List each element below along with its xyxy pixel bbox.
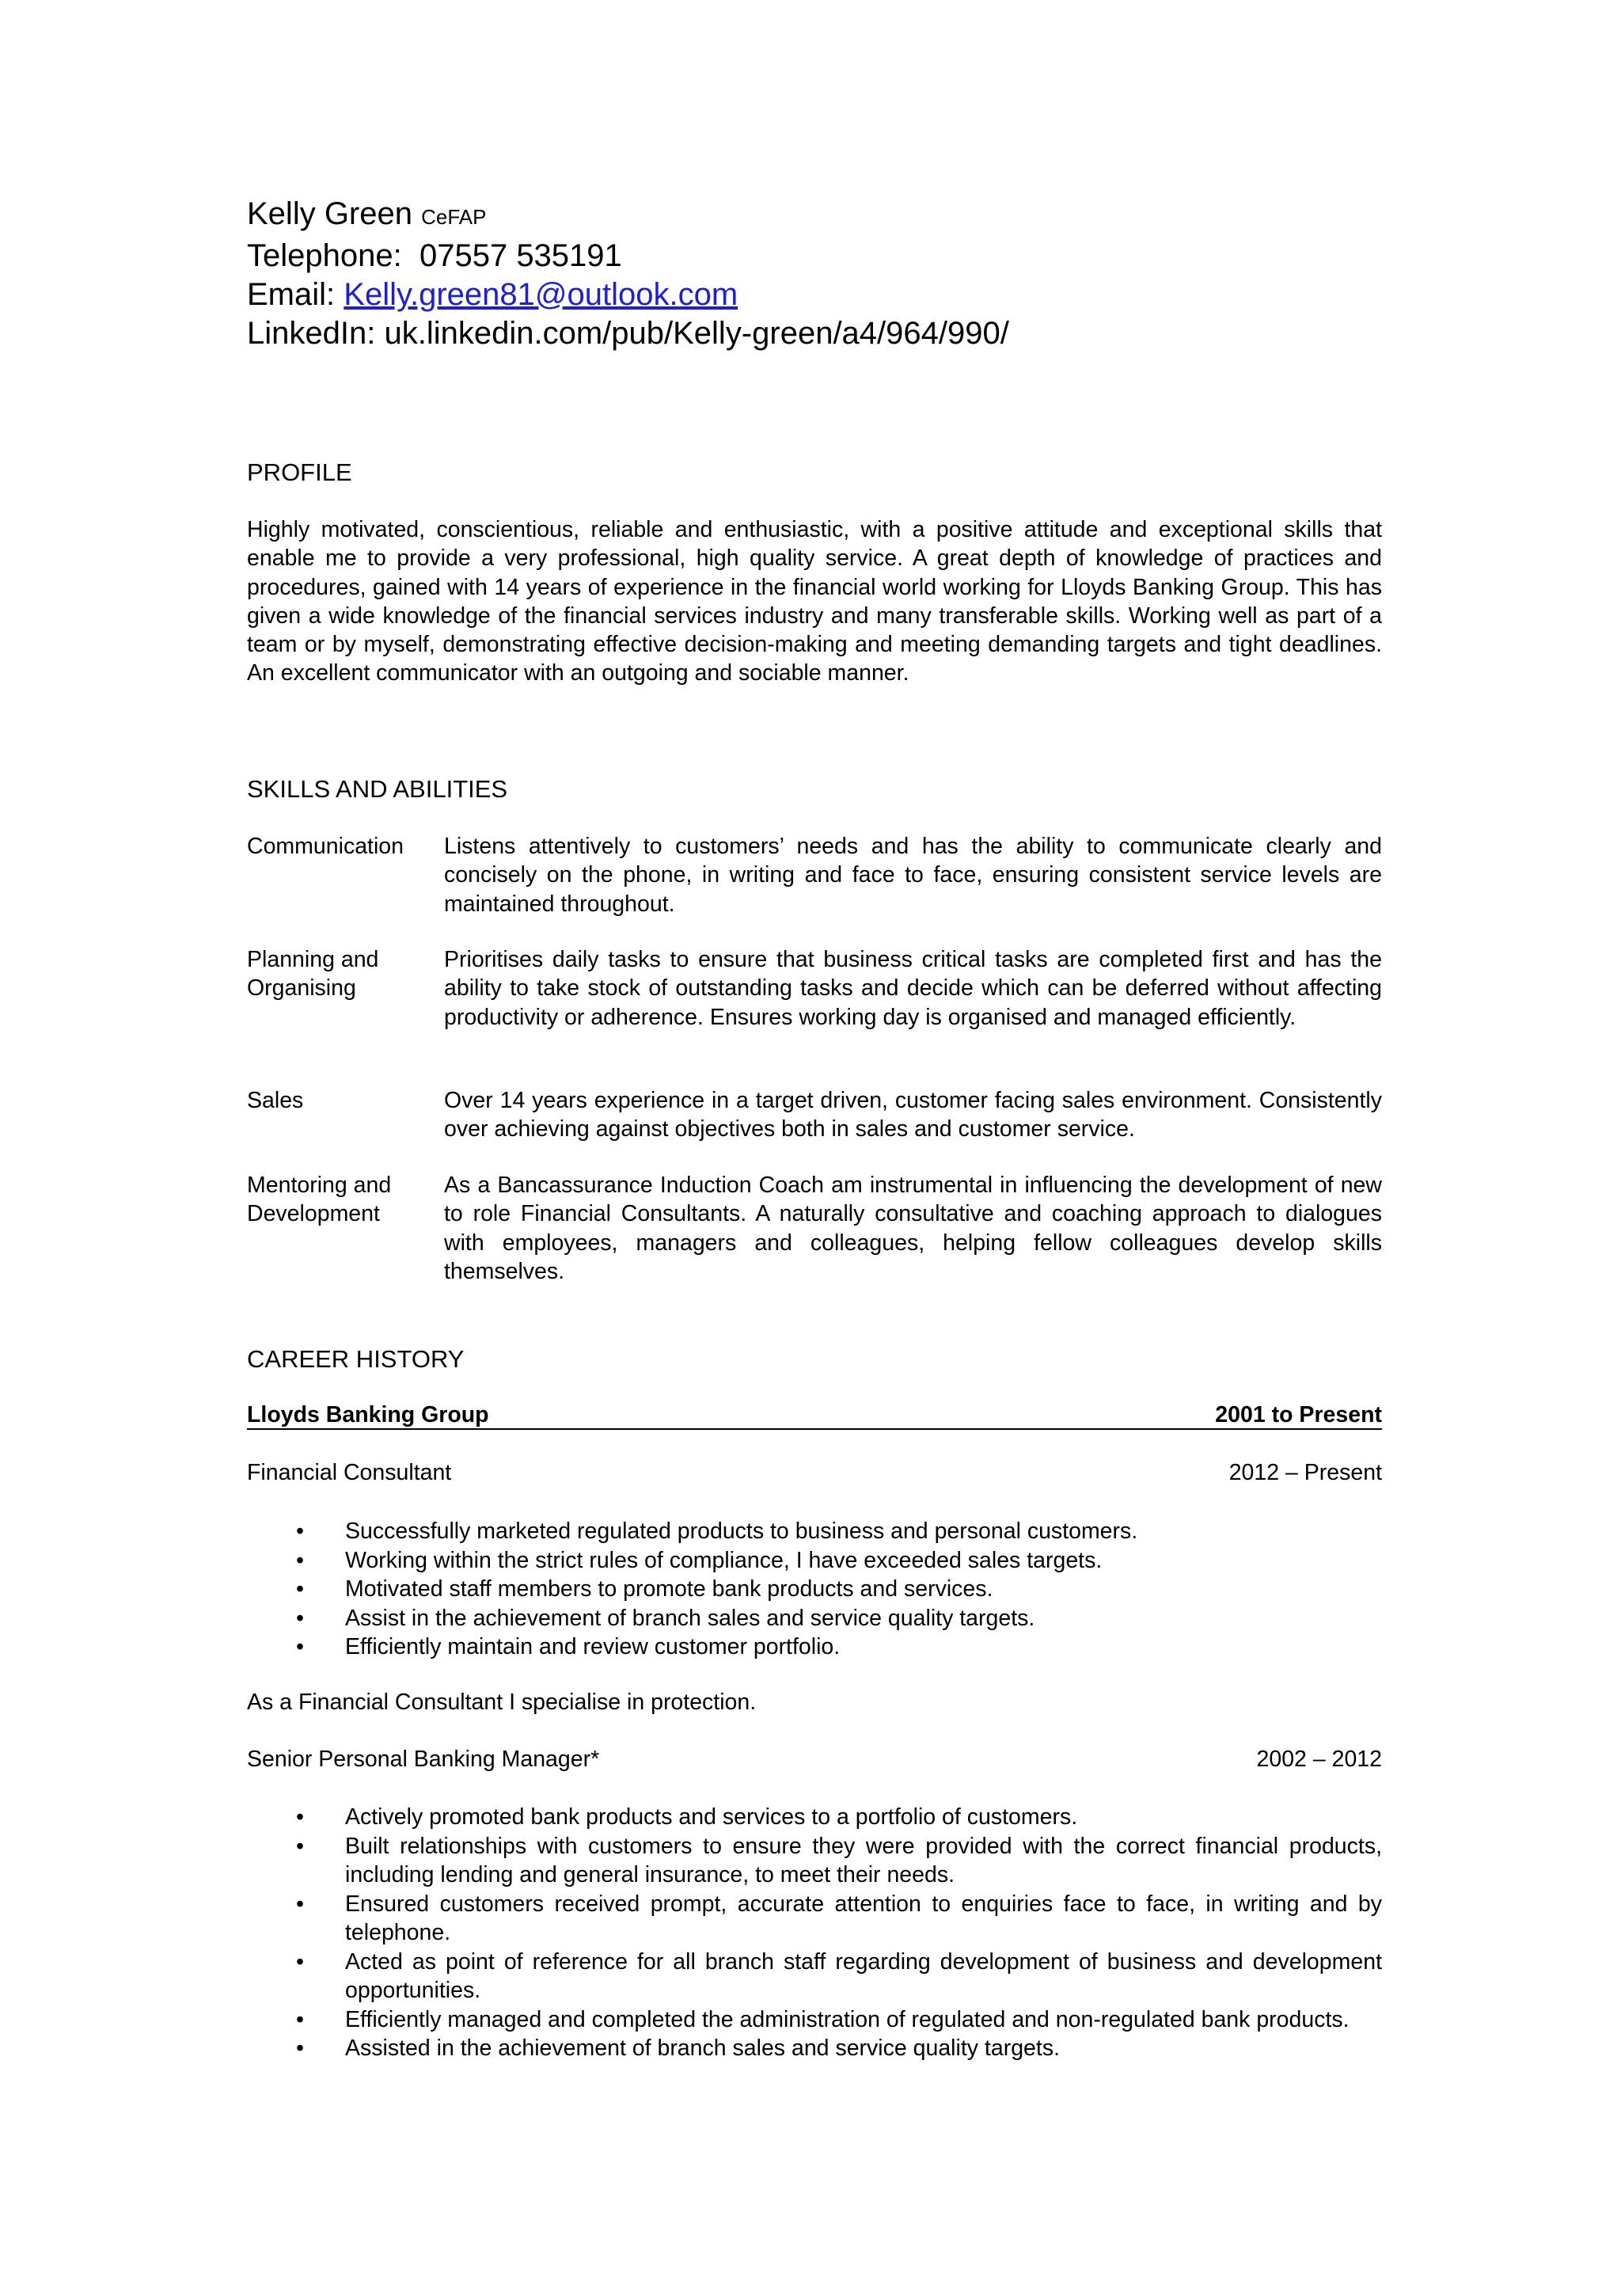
- role-dates: 2012 – Present: [1228, 1460, 1382, 1485]
- skill-label-planning: Planning and Organising: [247, 947, 379, 1002]
- list-item: • Efficiently managed and completed the administration of regulated and non-regulated bank products.: [247, 2005, 1382, 2035]
- candidate-name: Kelly Green: [247, 196, 412, 231]
- bullet-icon: •: [296, 1804, 304, 1830]
- bullet-icon: •: [296, 1891, 304, 1917]
- skill-text-sales: Over 14 years experience in a target driven, customer facing sales environment. Consistently over achieving against objectives both in sales and customer service.: [444, 1088, 1382, 1142]
- bullet-icon: •: [296, 2006, 304, 2032]
- role-row: [247, 1745, 1382, 1773]
- contact-header: [247, 195, 1009, 353]
- skill-label-mentoring: Mentoring and Development: [247, 1173, 392, 1227]
- list-item: • Assisted in the achievement of branch sales and service quality targets.: [247, 2034, 1382, 2063]
- bullet-icon: •: [296, 1576, 304, 1602]
- role-row: [247, 1458, 1382, 1487]
- bullet-icon: •: [296, 1833, 304, 1859]
- role-dates: 2002 – 2012: [1256, 1747, 1382, 1772]
- career-heading: CAREER HISTORY: [247, 1345, 465, 1373]
- list-item: • Actively promoted bank products and services to a portfolio of customers.: [247, 1803, 1382, 1832]
- list-item: • Working within the strict rules of compliance, I have exceeded sales targets.: [247, 1546, 1382, 1576]
- employer-dates: 2001 to Present: [1215, 1402, 1382, 1427]
- role-bullets: [247, 1517, 1382, 1662]
- linkedin-line: [247, 314, 1009, 353]
- role-title: Senior Personal Banking Manager*: [247, 1747, 600, 1772]
- email-label: Email:: [247, 277, 336, 312]
- bullet-icon: •: [296, 1547, 304, 1573]
- telephone-value: 07557 535191: [419, 238, 622, 273]
- role-bullets: [247, 1803, 1382, 2063]
- profile-heading: PROFILE: [247, 458, 352, 486]
- skills-heading: SKILLS AND ABILITIES: [247, 775, 508, 803]
- skill-label-sales: Sales: [247, 1088, 304, 1113]
- bullet-icon: •: [296, 1605, 304, 1631]
- bullet-icon: •: [296, 2036, 304, 2061]
- skill-text-planning: Prioritises daily tasks to ensure that business critical tasks are completed first and has the ability to take stock of outstanding tasks and decide which can be deferred without affecting productivity or adherence. Ensures working day is organised and managed efficiently.: [444, 947, 1382, 1030]
- bullet-icon: •: [296, 1948, 304, 1975]
- list-item: • Ensured customers received prompt, accurate attention to enquiries face to face, in writing and by telephone.: [296, 1891, 1382, 1945]
- skill-text-communication: Listens attentively to customers’ needs and has the ability to communicate clearly and concisely on the phone, in writing and face to face, ensuring consistent service levels are maintained throughout.: [444, 834, 1382, 917]
- role-title: Financial Consultant: [247, 1460, 452, 1485]
- employer-name: Lloyds Banking Group: [247, 1402, 489, 1427]
- name-line: [247, 195, 1009, 237]
- telephone-label: Telephone:: [247, 238, 402, 273]
- profile-text: Highly motivated, conscientious, reliable and enthusiastic, with a positive attitude and exceptional skills that enable me to provide a very professional, high quality service. A great depth of knowledge of practices and procedures, gained with 14 years of experience in the financial world working for Lloyds Banking Group. This has given a wide knowledge of the financial services industry and many transferable skills. Working well as part of a team or by myself, demonstrating effective decision-making and meeting demanding targets and tight deadlines. An excellent communicator with an outgoing and sociable manner.: [247, 517, 1382, 686]
- email-link[interactable]: Kelly.green81@outlook.com: [344, 277, 738, 312]
- list-item: • Built relationships with customers to ensure they were provided with the correct financial products, including lending and general insurance, to meet their needs.: [296, 1833, 1382, 1887]
- list-item: • Successfully marketed regulated products to business and personal customers.: [247, 1517, 1382, 1546]
- employer-row: [247, 1401, 1382, 1430]
- telephone-line: [247, 237, 1009, 276]
- email-line: [247, 276, 1009, 314]
- linkedin-label: LinkedIn:: [247, 316, 376, 351]
- list-item: • Motivated staff members to promote bank products and services.: [247, 1575, 1382, 1604]
- list-item: • Assist in the achievement of branch sales and service quality targets.: [247, 1604, 1382, 1633]
- candidate-credential: CeFAP: [421, 205, 487, 229]
- bullet-icon: •: [296, 1519, 304, 1544]
- skill-text-mentoring: As a Bancassurance Induction Coach am instrumental in influencing the development of new to role Financial Consultants. A naturally consultative and coaching approach to dialogues with employees, managers and colleagues, helping fellow colleagues develop skills themselves.: [444, 1173, 1382, 1284]
- skill-label-communication: Communication: [247, 834, 404, 859]
- list-item: • Acted as point of reference for all branch staff regarding development of business and development opportunities.: [296, 1948, 1382, 2003]
- bullet-icon: •: [296, 1634, 304, 1659]
- linkedin-value: uk.linkedin.com/pub/Kelly-green/a4/964/990/: [384, 316, 1009, 351]
- list-item: • Efficiently maintain and review customer portfolio.: [247, 1633, 1382, 1662]
- role-note: As a Financial Consultant I specialise in protection.: [247, 1690, 757, 1715]
